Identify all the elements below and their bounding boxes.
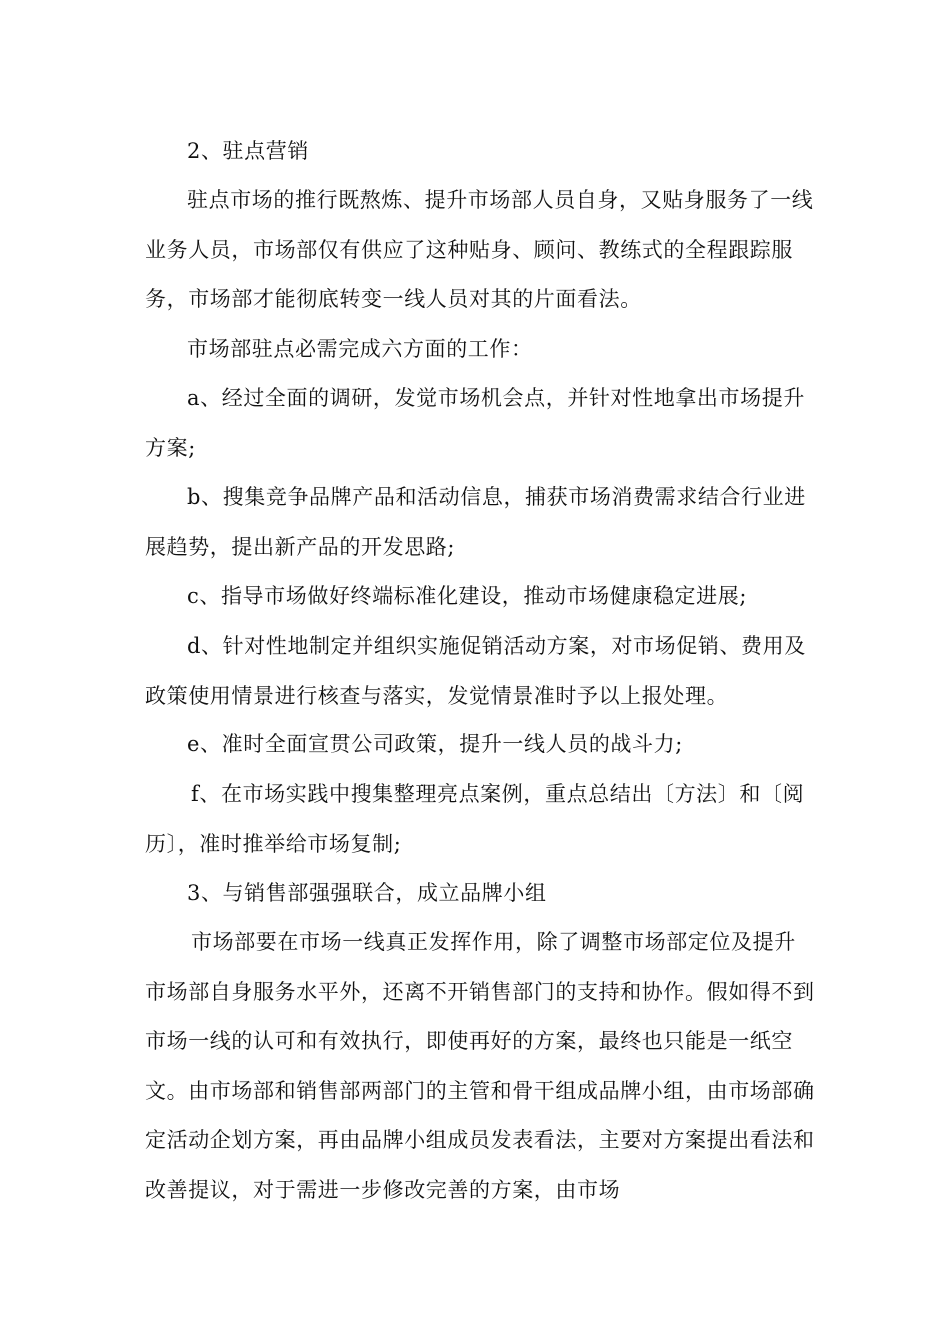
list-item-b: b、搜集竞争品牌产品和活动信息，捕获市场消费需求结合行业进展趋势，提出新产品的开发思路; <box>145 485 806 559</box>
list-item-c: c、指导市场做好终端标准化建设，推动市场健康稳定进展; <box>187 584 748 608</box>
paragraph-stationed-intro: 驻点市场的推行既熬炼、提升市场部人员自身，又贴身服务了一线业务人员，市场部仅有供应了这种贴身、顾问、教练式的全程跟踪服务，市场部才能彻底转变一线人员对其的片面看法。 <box>145 188 814 311</box>
list-item-e: e、准时全面宣贯公司政策，提升一线人员的战斗力; <box>187 732 683 756</box>
section-heading-brand-team: 3、与销售部强强联合，成立品牌小组 <box>187 881 547 905</box>
section-heading-stationed-marketing: 2、驻点营销 <box>187 139 309 163</box>
list-item-f: f、在市场实践中搜集整理亮点案例，重点总结出〔方法〕和〔阅历〕，准时推举给市场复制; <box>145 782 805 856</box>
list-item-a: a、经过全面的调研，发觉市场机会点，并针对性地拿出市场提升方案; <box>145 386 805 460</box>
paragraph-six-tasks: 市场部驻点必需完成六方面的工作： <box>187 337 533 361</box>
paragraph-brand-team-body: 市场部要在市场一线真正发挥作用，除了调整市场部定位及提升市场部自身服务水平外，还离不开销售部门的支持和协作。假如得不到市场一线的认可和有效执行，即使再好的方案，最终也只能是一纸空文。由市场部和销售部两部门的主管和骨干组成品牌小组，由市场部确定活动企划方案，再由品牌小组成员发表看法，主要对方案提出看法和改善提议，对于需进一步修改完善的方案，由市场 <box>145 930 815 1202</box>
list-item-d: d、针对性地制定并组织实施促销活动方案，对市场促销、费用及政策使用情景进行核查与落实，发觉情景准时予以上报处理。 <box>145 634 806 708</box>
